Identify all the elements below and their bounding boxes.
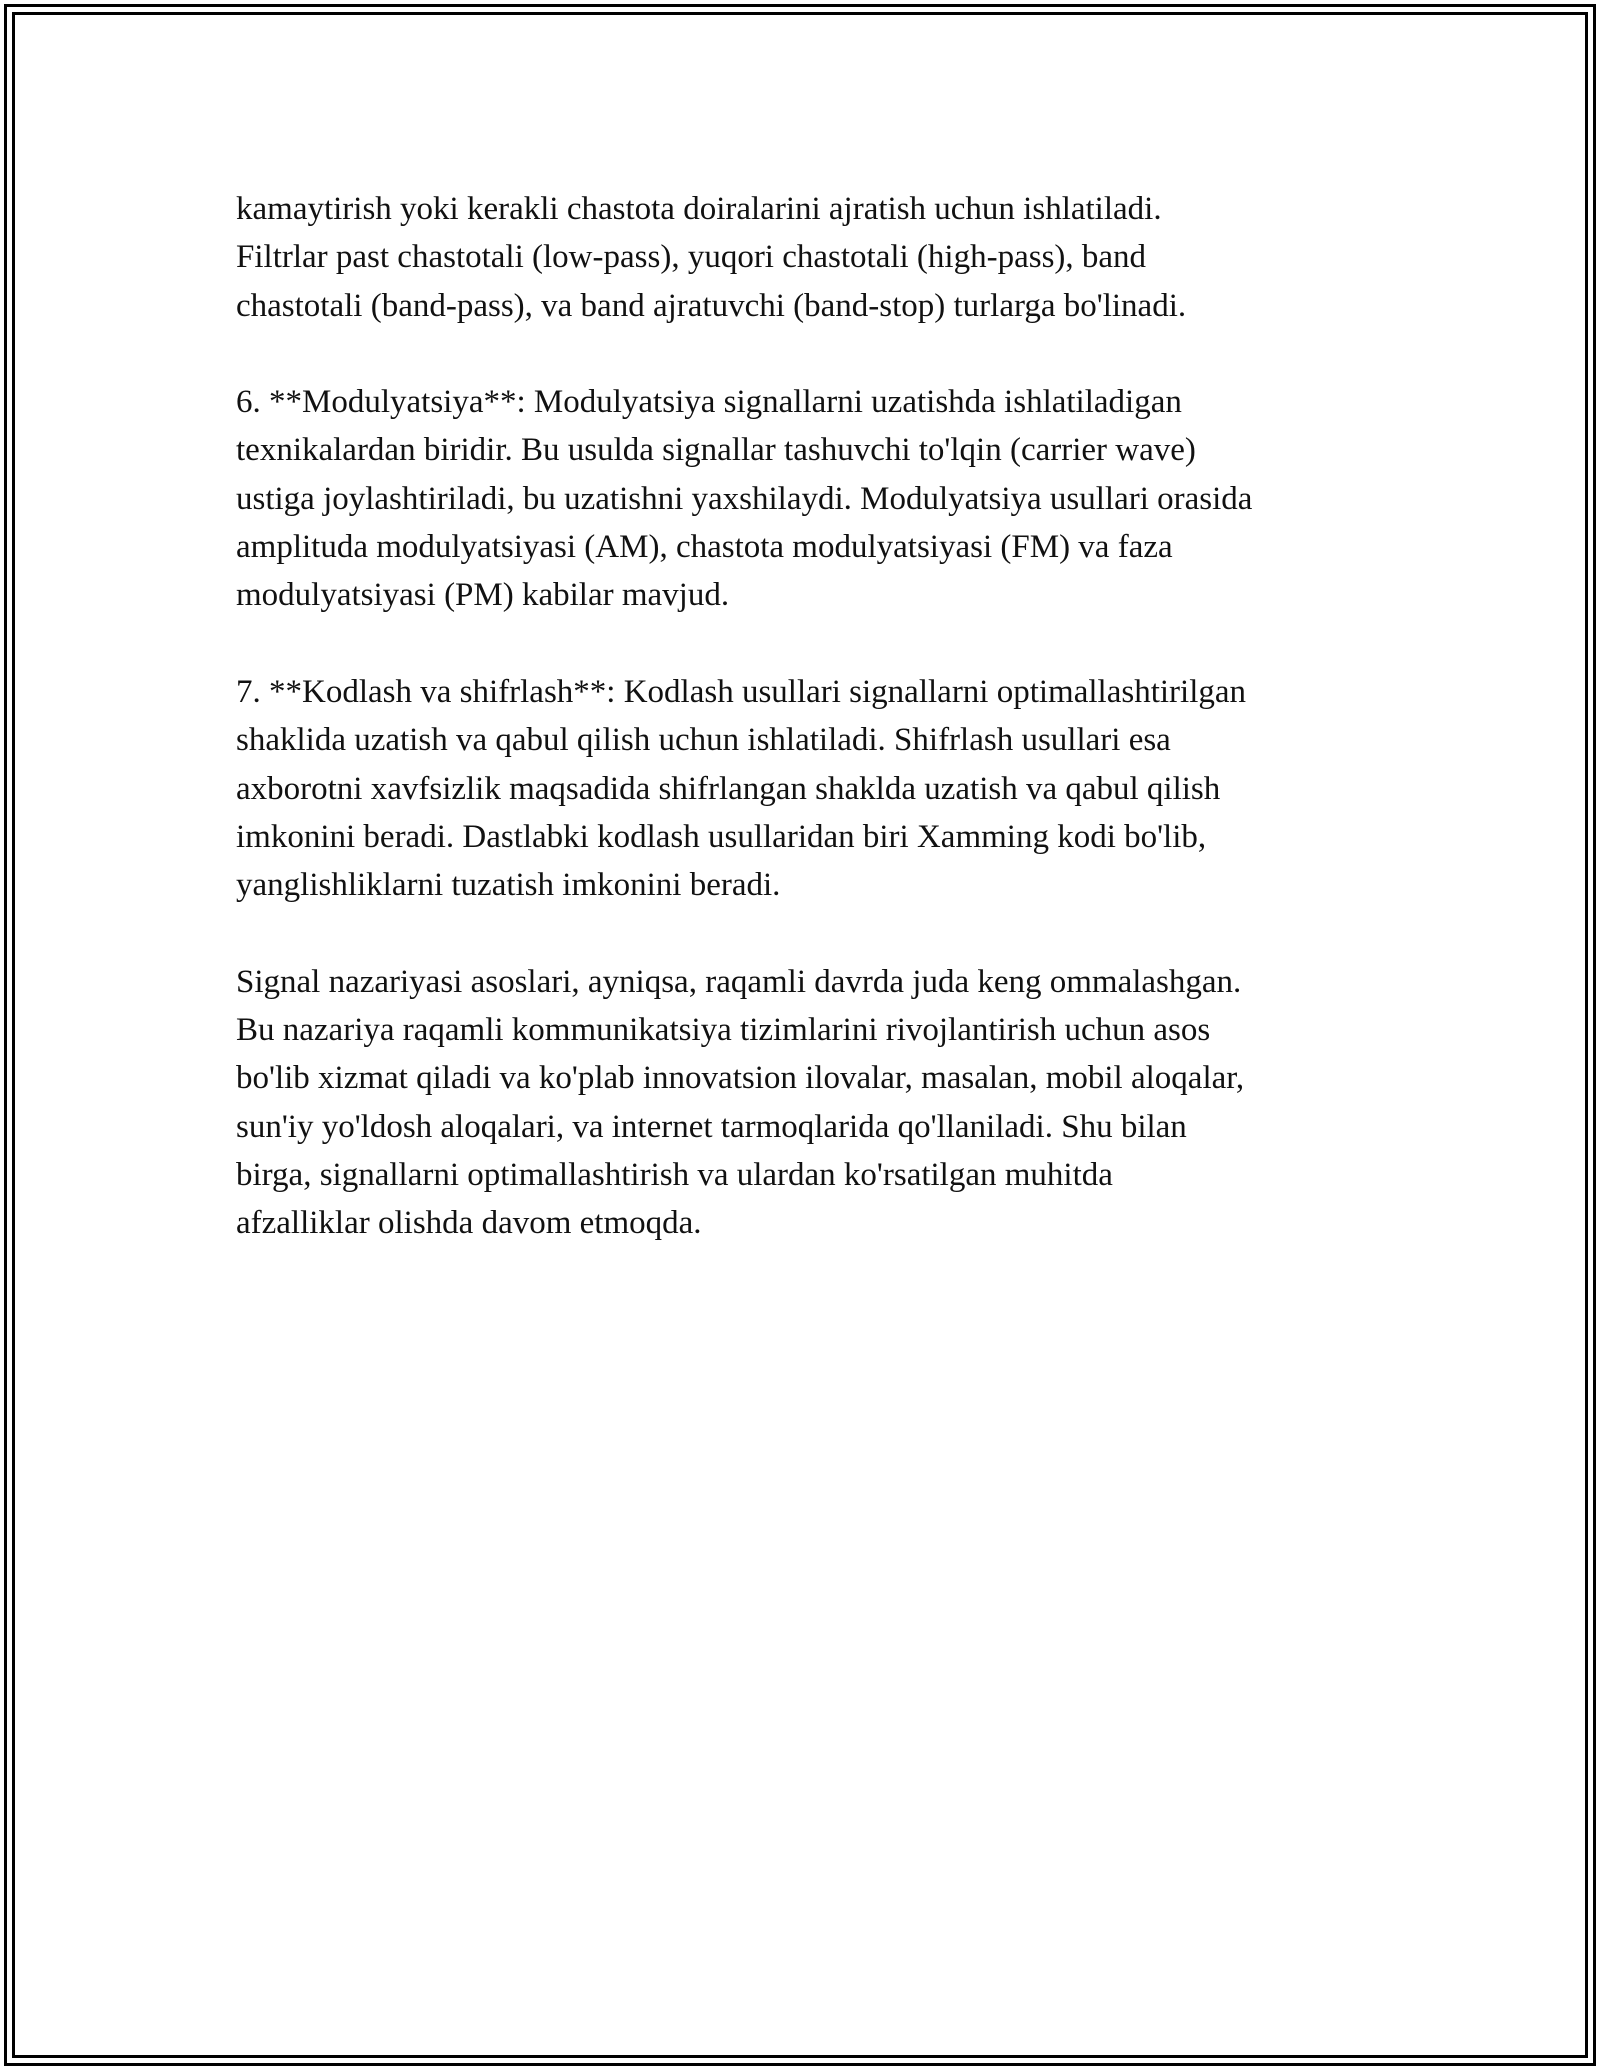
text-line: Signal nazariyasi asoslari, ayniqsa, raqamli davrda juda keng ommalashgan.: [236, 963, 1242, 1000]
text-line: 7. **Kodlash va shifrlash**: Kodlash usullari signallarni optimallashtirilgan: [236, 673, 1247, 710]
text-line: chastotali (band-pass), va band ajratuvchi (band-stop) turlarga bo'linadi.: [236, 287, 1187, 324]
paragraph-modulation: [236, 378, 1386, 619]
text-line: kamaytirish yoki kerakli chastota doiralarini ajratish uchun ishlatiladi.: [236, 191, 1162, 227]
text-line: birga, signallarni optimallashtirish va ulardan ko'rsatilgan muhitda: [236, 1156, 1113, 1193]
paragraph-filters-continued: [236, 185, 1386, 330]
text-line: axborotni xavfsizlik maqsadida shifrlangan shaklda uzatish va qabul qilish: [236, 770, 1221, 807]
text-line: shaklida uzatish va qabul qilish uchun ishlatiladi. Shifrlash usullari esa: [236, 722, 1171, 759]
text-line: modulyatsiyasi (PM) kabilar mavjud.: [236, 577, 730, 614]
text-line: ustiga joylashtiriladi, bu uzatishni yaxshilaydi. Modulyatsiya usullari orasida: [236, 480, 1253, 517]
document-body: [236, 185, 1386, 1296]
text-line: imkonini beradi. Dastlabki kodlash usullaridan biri Xamming kodi bo'lib,: [236, 818, 1207, 855]
text-line: texnikalardan biridir. Bu usulda signallar tashuvchi to'lqin (carrier wave): [236, 432, 1196, 469]
text-line: bo'lib xizmat qiladi va ko'plab innovatsion ilovalar, masalan, mobil aloqalar,: [236, 1060, 1245, 1097]
paragraph-conclusion: [236, 958, 1386, 1248]
text-line: sun'iy yo'ldosh aloqalari, va internet tarmoqlarida qo'llaniladi. Shu bilan: [236, 1108, 1187, 1145]
text-line: yanglishliklarni tuzatish imkonini beradi.: [236, 867, 781, 904]
text-line: 6. **Modulyatsiya**: Modulyatsiya signallarni uzatishda ishlatiladigan: [236, 384, 1182, 421]
text-line: Filtrlar past chastotali (low-pass), yuqori chastotali (high-pass), band: [236, 239, 1147, 276]
text-line: amplituda modulyatsiyasi (AM), chastota modulyatsiyasi (FM) va faza: [236, 529, 1173, 566]
paragraph-coding-encryption: [236, 668, 1386, 909]
text-line: Bu nazariya raqamli kommunikatsiya tizimlarini rivojlantirish uchun asos: [236, 1012, 1211, 1049]
text-line: afzalliklar olishda davom etmoqda.: [236, 1205, 702, 1242]
